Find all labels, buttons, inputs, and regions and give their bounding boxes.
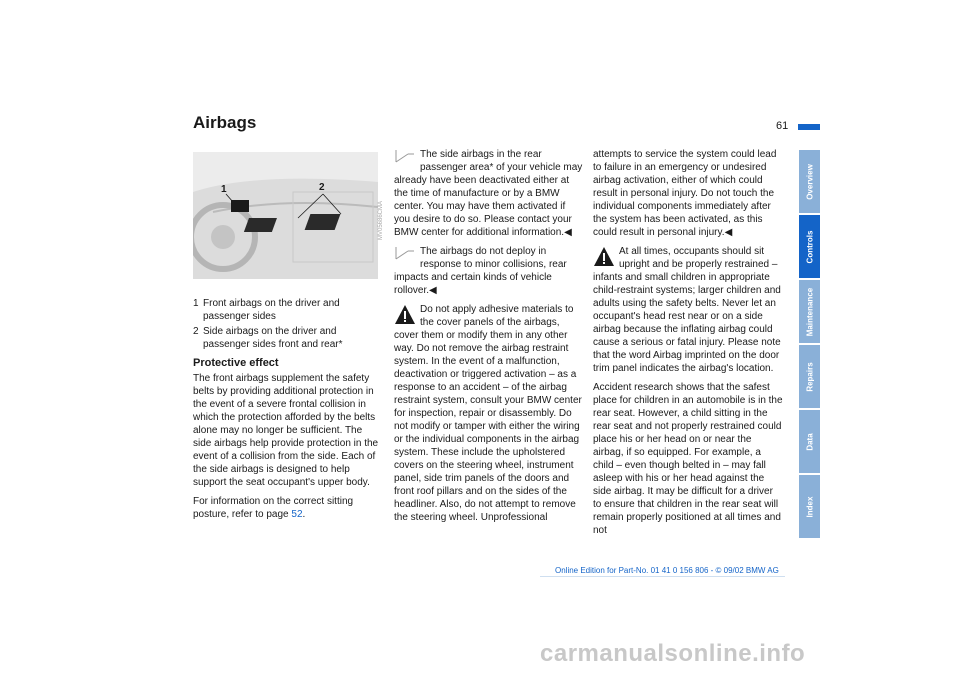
column-1 <box>193 297 383 527</box>
tab-index[interactable] <box>799 475 820 538</box>
page-number: 61 <box>776 120 789 132</box>
column-3 <box>593 148 783 543</box>
body-paragraph: The front airbags supplement the safety belts by providing additional protection in the event of a severe frontal collision in which the protection afforded by the belts alone may no longer be sufficient. The side airbags help provide protection in the event of a collision from the side. Each of the side airbags is designed to help support the seat occupant's upper body. <box>193 373 379 488</box>
end-mark-icon: ◀ <box>724 227 733 238</box>
note-icon <box>394 245 416 269</box>
warning-icon <box>394 303 416 327</box>
paragraph-text: For information on the correct sitting posture, refer to page <box>193 496 354 520</box>
item-text: Front airbags on the driver and passenger sides <box>203 298 340 322</box>
column-2 <box>394 148 584 530</box>
page-marker-bar <box>798 124 820 130</box>
warning-icon <box>593 245 615 269</box>
footer-edition: Online Edition for Part-No. 01 41 0 156 806 - © 09/02 BMW AG <box>555 566 779 575</box>
body-paragraph: Accident research shows that the safest place for children in an automobile is in the rear seat. However, a child sitting in the rear seat and not properly restrained could place his or her head on or near the airbag, if so equipped. For example, a child – even though belted in – may fall asleep with his or her head against the side airbag. It may be difficult for a driver to ensure that children in the rear seat will remain properly positioned at all times and not <box>593 382 783 536</box>
page-title: Airbags <box>193 113 257 132</box>
tab-data[interactable] <box>799 410 820 473</box>
note-icon <box>394 148 416 172</box>
list-item <box>193 325 383 351</box>
tab-repairs[interactable] <box>799 345 820 408</box>
list-item <box>193 297 383 323</box>
tab-label: Overview <box>805 163 814 200</box>
car-interior-drawing <box>193 152 378 279</box>
tab-label: Data <box>805 432 814 451</box>
tab-overview[interactable] <box>799 150 820 213</box>
tab-label: Controls <box>805 230 814 263</box>
figure-code: MV05686CMA <box>378 200 384 240</box>
item-number: 2 <box>193 326 199 337</box>
note-block <box>394 245 584 297</box>
tab-controls[interactable] <box>799 215 820 278</box>
callout-2: 2 <box>319 182 325 193</box>
note-block <box>394 148 584 239</box>
note-text: The side airbags in the rear passenger area* of your vehicle may already have been deactivated either at the time of manufacture or by a BMW center. You may have them activated if you desire to do so. Please contact your BMW center for additional information. <box>394 149 583 238</box>
warning-text: At all times, occupants should sit upright and be properly restrained – infants and small children in appropriate child-restraint systems; larger children and adults using the safety belts. Never let an occupant's head rest near or on a side airbag because the inflating airbag could cause a serious or fatal injury. Please note that the word Airbag imprinted on the door trim panel indicates the airbag's location. <box>593 246 781 374</box>
paragraph-text: attempts to service the system could lead to failure in an emergency or undesired airbag activation, either of which could result in personal injury. Do not touch the individual components immediately after the system has been activated, as this could result in personal injury. <box>593 149 777 238</box>
item-number: 1 <box>193 298 199 309</box>
end-mark-icon: ◀ <box>429 285 437 296</box>
section-heading: Protective effect <box>193 357 279 369</box>
footer-rule <box>540 576 785 577</box>
tab-label: Index <box>805 496 814 517</box>
callout-1: 1 <box>221 184 227 195</box>
item-text: Side airbags on the driver and passenger sides front and rear* <box>203 326 343 350</box>
note-text: The airbags do not deploy in response to minor collisions, rear impacts and certain kinds of vehicle rollover. <box>394 246 567 296</box>
warning-text: Do not apply adhesive materials to the cover panels of the airbags, cover them or modify them in any other way. Do not remove the airbag restraint system. In the event of a malfunction, deactivation or triggered activation – as a response to an accident – of the airbag restraint system, consult your BMW center for inspection, repair or disassembly. Do not modify or tamper with either the wiring or the individual components in the airbag system. These include the upholstered covers on the steering wheel, instrument panel, side trim panels of the doors and front roof pillars and on the sides of the headliner. Also, do not attempt to remove the steering wheel. Unprofessional <box>394 304 582 523</box>
page-link[interactable]: 52 <box>291 509 303 520</box>
watermark: carmanualsonline.info <box>540 640 806 667</box>
airbag-illustration <box>193 152 378 279</box>
end-mark-icon: ◀ <box>564 227 572 238</box>
tab-label: Repairs <box>805 361 814 392</box>
paragraph-text: . <box>302 509 306 520</box>
tab-maintenance[interactable] <box>799 280 820 343</box>
warning-block <box>394 303 584 524</box>
warning-block <box>593 245 783 375</box>
body-paragraph <box>593 148 783 239</box>
section-tabs <box>799 150 820 540</box>
body-paragraph <box>193 495 383 521</box>
tab-label: Maintenance <box>805 287 814 336</box>
